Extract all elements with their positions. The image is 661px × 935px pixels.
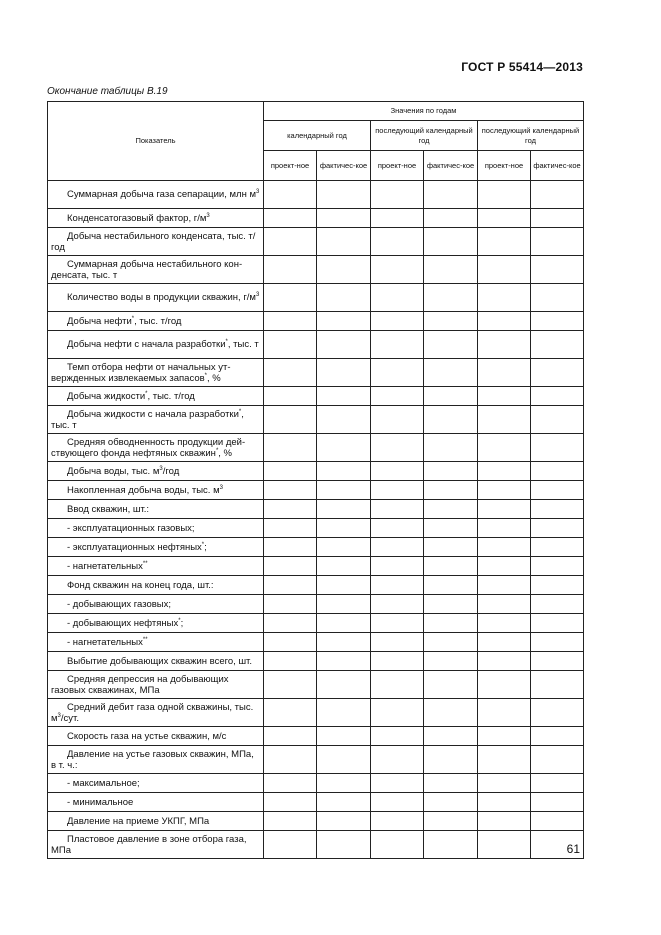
indicator-cell: - эксплуатационных нефтяных*; [48,538,264,557]
header-planned: проект-ное [371,151,424,181]
indicator-cell: Скорость газа на устье скважин, м/с [48,727,264,746]
value-cell[interactable] [371,614,424,633]
value-cell[interactable] [371,727,424,746]
indicator-cell: Добыча жидкости*, тыс. т/год [48,387,264,406]
header-values-by-year: Значения по годам [264,102,584,121]
value-cell[interactable] [264,557,317,576]
indicator-cell: Накопленная добыча воды, тыс. $м^3$ [48,481,264,500]
value-cell[interactable] [264,359,317,387]
value-cell[interactable] [317,406,371,434]
indicator-cell: Добыча нефти*, тыс. т/год [48,312,264,331]
value-cell[interactable] [531,406,584,434]
value-cell[interactable] [424,538,478,557]
value-cell[interactable] [531,812,584,831]
table-row [48,746,584,774]
value-cell[interactable] [531,538,584,557]
value-cell[interactable] [531,633,584,652]
value-cell[interactable] [371,209,424,228]
value-cell[interactable] [478,228,531,256]
value-cell[interactable] [478,746,531,774]
table-row [48,406,584,434]
value-cell[interactable] [317,434,371,462]
value-cell[interactable] [371,284,424,312]
header-period: календарный год [264,121,371,151]
value-cell[interactable] [478,359,531,387]
value-cell[interactable] [424,500,478,519]
header-actual: фактичес-кое [531,151,584,181]
value-cell[interactable] [264,595,317,614]
value-cell[interactable] [531,652,584,671]
value-cell[interactable] [371,699,424,727]
indicator-cell: Средняя депрессия на добывающих газовых скважинах, МПа [48,671,264,699]
value-cell[interactable] [317,699,371,727]
value-cell[interactable] [424,331,478,359]
value-cell[interactable] [371,652,424,671]
table-row [48,614,584,633]
value-cell[interactable] [317,746,371,774]
table-row [48,671,584,699]
value-cell[interactable] [478,557,531,576]
value-cell[interactable] [531,359,584,387]
value-cell[interactable] [531,727,584,746]
standard-number: ГОСТ Р 55414—2013 [461,60,583,74]
table-row [48,228,584,256]
value-cell[interactable] [371,538,424,557]
value-cell[interactable] [531,699,584,727]
value-cell[interactable] [317,831,371,859]
value-cell[interactable] [424,595,478,614]
value-cell[interactable] [317,557,371,576]
value-cell[interactable] [317,774,371,793]
table-row [48,633,584,652]
value-cell[interactable] [371,387,424,406]
indicator-cell: - нагнетательных** [48,557,264,576]
value-cell[interactable] [531,557,584,576]
value-cell[interactable] [424,614,478,633]
value-cell[interactable] [424,812,478,831]
value-cell[interactable] [317,727,371,746]
header-period: последующий календарный год [371,121,478,151]
value-cell[interactable] [317,652,371,671]
value-cell[interactable] [317,519,371,538]
value-cell[interactable] [424,831,478,859]
table-row [48,500,584,519]
value-cell[interactable] [478,614,531,633]
value-cell[interactable] [478,774,531,793]
value-cell[interactable] [317,331,371,359]
header-planned: проект-ное [478,151,531,181]
value-cell[interactable] [264,312,317,331]
value-cell[interactable] [371,462,424,481]
table-row [48,284,584,312]
value-cell[interactable] [424,209,478,228]
value-cell[interactable] [424,519,478,538]
value-cell[interactable] [371,331,424,359]
value-cell[interactable] [317,812,371,831]
value-cell[interactable] [317,595,371,614]
table-row [48,727,584,746]
indicator-cell: Добыча нестабильного конденсата, тыс. т/год [48,228,264,256]
value-cell[interactable] [478,181,531,209]
value-cell[interactable] [531,746,584,774]
value-cell[interactable] [478,312,531,331]
value-cell[interactable] [317,500,371,519]
value-cell[interactable] [424,434,478,462]
value-cell[interactable] [478,538,531,557]
value-cell[interactable] [264,652,317,671]
value-cell[interactable] [317,462,371,481]
value-cell[interactable] [424,481,478,500]
value-cell[interactable] [531,462,584,481]
value-cell[interactable] [424,576,478,595]
value-cell[interactable] [371,228,424,256]
value-cell[interactable] [264,500,317,519]
table-row [48,831,584,859]
value-cell[interactable] [478,595,531,614]
value-cell[interactable] [264,614,317,633]
table-row [48,256,584,284]
value-cell[interactable] [478,576,531,595]
value-cell[interactable] [478,671,531,699]
data-table [47,101,584,859]
table-row [48,538,584,557]
header-actual: фактичес-кое [317,151,371,181]
value-cell[interactable] [531,595,584,614]
value-cell[interactable] [478,633,531,652]
value-cell[interactable] [317,181,371,209]
value-cell[interactable] [264,538,317,557]
table-row [48,387,584,406]
value-cell[interactable] [371,831,424,859]
value-cell[interactable] [424,746,478,774]
table-row [48,481,584,500]
value-cell[interactable] [264,331,317,359]
value-cell[interactable] [371,519,424,538]
value-cell[interactable] [531,774,584,793]
table-row [48,462,584,481]
value-cell[interactable] [264,699,317,727]
value-cell[interactable] [371,256,424,284]
value-cell[interactable] [317,671,371,699]
value-cell[interactable] [531,284,584,312]
indicator-cell: Темп отбора нефти от начальных ут-вержденных извлекаемых запасов*, % [48,359,264,387]
indicator-cell: - эксплуатационных газовых; [48,519,264,538]
value-cell[interactable] [531,228,584,256]
value-cell[interactable] [371,774,424,793]
table-row [48,359,584,387]
value-cell[interactable] [424,793,478,812]
value-cell[interactable] [424,462,478,481]
value-cell[interactable] [478,331,531,359]
value-cell[interactable] [264,256,317,284]
value-cell[interactable] [478,462,531,481]
value-cell[interactable] [264,831,317,859]
value-cell[interactable] [317,284,371,312]
value-cell[interactable] [531,256,584,284]
value-cell[interactable] [264,793,317,812]
table-row [48,434,584,462]
value-cell[interactable] [264,209,317,228]
value-cell[interactable] [371,406,424,434]
indicator-cell: Суммарная добыча нестабильного кон-денсата, тыс. т [48,256,264,284]
value-cell[interactable] [531,209,584,228]
value-cell[interactable] [478,209,531,228]
value-cell[interactable] [264,519,317,538]
value-cell[interactable] [317,209,371,228]
indicator-cell: Добыча нефти с начала разработки*, тыс. т [48,331,264,359]
value-cell[interactable] [424,359,478,387]
value-cell[interactable] [317,312,371,331]
value-cell[interactable] [478,831,531,859]
table-row [48,812,584,831]
value-cell[interactable] [264,671,317,699]
indicator-cell: Пластовое давление в зоне отбора газа, МПа [48,831,264,859]
value-cell[interactable] [371,181,424,209]
value-cell[interactable] [317,633,371,652]
value-cell[interactable] [371,671,424,699]
header-indicator: Показатель [48,102,264,181]
value-cell[interactable] [264,387,317,406]
table-row [48,774,584,793]
value-cell[interactable] [317,538,371,557]
indicator-cell: Добыча жидкости с начала разработки*, тыс. т [48,406,264,434]
value-cell[interactable] [371,481,424,500]
table-row [48,793,584,812]
value-cell[interactable] [317,481,371,500]
value-cell[interactable] [264,181,317,209]
table-row [48,209,584,228]
value-cell[interactable] [478,256,531,284]
header-actual: фактичес-кое [424,151,478,181]
indicator-cell: Давление на приеме УКПГ, МПа [48,812,264,831]
value-cell[interactable] [317,793,371,812]
value-cell[interactable] [371,746,424,774]
table-caption: Окончание таблицы В.19 [47,86,168,97]
value-cell[interactable] [478,434,531,462]
table-row [48,557,584,576]
table-row [48,576,584,595]
indicator-cell: Фонд скважин на конец года, шт.: [48,576,264,595]
value-cell[interactable] [317,614,371,633]
value-cell[interactable] [264,746,317,774]
value-cell[interactable] [531,331,584,359]
value-cell[interactable] [531,793,584,812]
value-cell[interactable] [264,774,317,793]
page-number: 61 [566,842,580,856]
table-row [48,699,584,727]
value-cell[interactable] [264,481,317,500]
table-row [48,312,584,331]
value-cell[interactable] [371,434,424,462]
value-cell[interactable] [371,576,424,595]
value-cell[interactable] [424,727,478,746]
indicator-cell: Количество воды в продукции скважин, $г/м^3$ [48,284,264,312]
table-row [48,519,584,538]
value-cell[interactable] [531,312,584,331]
indicator-cell: Давление на устье газовых скважин, МПа, в т. ч.: [48,746,264,774]
value-cell[interactable] [424,387,478,406]
value-cell[interactable] [424,699,478,727]
value-cell[interactable] [478,284,531,312]
value-cell[interactable] [371,312,424,331]
value-cell[interactable] [317,576,371,595]
value-cell[interactable] [264,284,317,312]
value-cell[interactable] [478,519,531,538]
value-cell[interactable] [424,228,478,256]
value-cell[interactable] [317,256,371,284]
indicator-cell: - нагнетательных** [48,633,264,652]
indicator-cell: - добывающих нефтяных*; [48,614,264,633]
value-cell[interactable] [317,359,371,387]
value-cell[interactable] [478,727,531,746]
indicator-cell: Выбытие добывающих скважин всего, шт. [48,652,264,671]
value-cell[interactable] [264,406,317,434]
value-cell[interactable] [531,576,584,595]
value-cell[interactable] [264,576,317,595]
value-cell[interactable] [317,387,371,406]
value-cell[interactable] [424,256,478,284]
indicator-cell: - добывающих газовых; [48,595,264,614]
value-cell[interactable] [371,812,424,831]
indicator-cell: Средний дебит газа одной скважины, тыс. $м^3$/сут. [48,699,264,727]
indicator-cell: Суммарная добыча газа сепарации, млн $м^3$ [48,181,264,209]
value-cell[interactable] [531,614,584,633]
value-cell[interactable] [424,181,478,209]
value-cell[interactable] [371,557,424,576]
value-cell[interactable] [264,727,317,746]
value-cell[interactable] [531,181,584,209]
indicator-cell: - максимальное; [48,774,264,793]
value-cell[interactable] [531,519,584,538]
value-cell[interactable] [371,793,424,812]
table-row [48,595,584,614]
value-cell[interactable] [478,793,531,812]
value-cell[interactable] [531,434,584,462]
value-cell[interactable] [531,481,584,500]
value-cell[interactable] [424,284,478,312]
table-row [48,652,584,671]
value-cell[interactable] [264,434,317,462]
value-cell[interactable] [371,500,424,519]
indicator-cell: Ввод скважин, шт.: [48,500,264,519]
indicator-cell: Добыча воды, тыс. $м^3$/год [48,462,264,481]
value-cell[interactable] [478,500,531,519]
table-row [48,181,584,209]
value-cell[interactable] [531,500,584,519]
value-cell[interactable] [478,387,531,406]
value-cell[interactable] [264,462,317,481]
value-cell[interactable] [531,671,584,699]
table-row [48,331,584,359]
indicator-cell: Конденсатогазовый фактор, $г/м^3$ [48,209,264,228]
value-cell[interactable] [478,406,531,434]
value-cell[interactable] [424,774,478,793]
header-planned: проект-ное [264,151,317,181]
value-cell[interactable] [478,481,531,500]
value-cell[interactable] [424,652,478,671]
header-period: последующий календарный год [478,121,584,151]
value-cell[interactable] [317,228,371,256]
value-cell[interactable] [531,387,584,406]
value-cell[interactable] [424,633,478,652]
value-cell[interactable] [371,359,424,387]
value-cell[interactable] [264,812,317,831]
indicator-cell: - минимальное [48,793,264,812]
value-cell[interactable] [424,671,478,699]
value-cell[interactable] [371,633,424,652]
value-cell[interactable] [371,595,424,614]
value-cell[interactable] [478,699,531,727]
value-cell[interactable] [424,312,478,331]
indicator-cell: Средняя обводненность продукции дей-ствующего фонда нефтяных скважин*, % [48,434,264,462]
value-cell[interactable] [264,633,317,652]
value-cell[interactable] [478,652,531,671]
value-cell[interactable] [424,557,478,576]
value-cell[interactable] [424,406,478,434]
value-cell[interactable] [478,812,531,831]
value-cell[interactable] [264,228,317,256]
